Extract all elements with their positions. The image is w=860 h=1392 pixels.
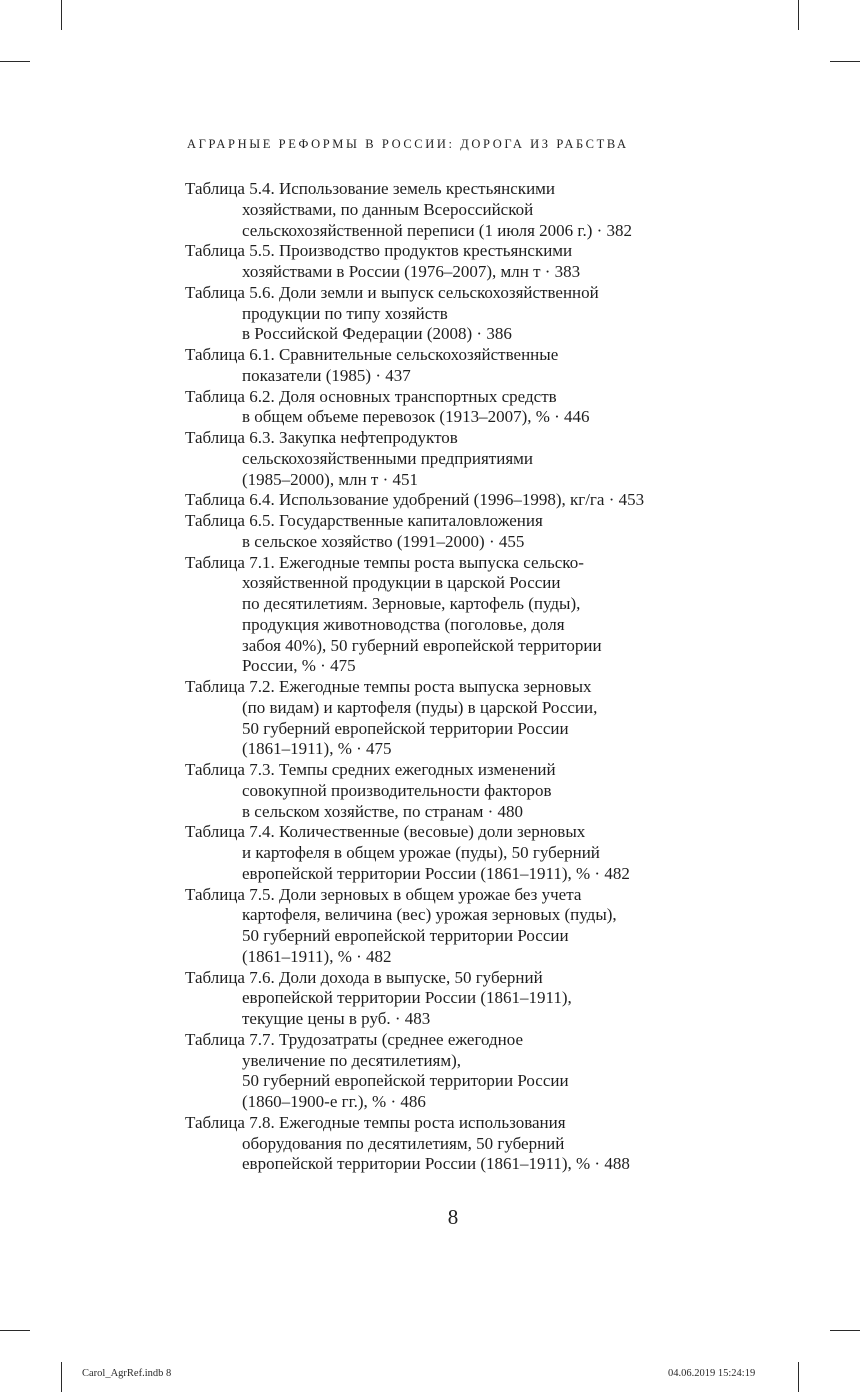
crop-mark-top-right <box>798 0 799 30</box>
crop-mark-left-top <box>0 61 30 62</box>
toc-entry-title-line: Таблица 6.3. Закупка нефтепродуктов <box>185 428 458 447</box>
toc-entry-continuation-line: в Российской Федерации (2008) · 386 <box>242 324 512 344</box>
slug-filename: Carol_AgrRef.indb 8 <box>82 1368 172 1379</box>
toc-entry-continuation-line: (1861–1911), % · 475 <box>242 739 392 759</box>
toc-entry-continuation-line: (1861–1911), % · 482 <box>242 946 392 966</box>
toc-entry-title-line: Таблица 6.5. Государственные капиталовложения <box>185 511 543 530</box>
toc-entry-title-line: Таблица 7.8. Ежегодные темпы роста использования <box>185 1112 566 1132</box>
toc-entry-continuation-line: текущие цены в руб. · 483 <box>242 1009 431 1028</box>
toc-entry-title-line: Таблица 7.3. Темпы средних ежегодных изменений <box>185 760 556 779</box>
toc-entry-continuation-line: и картофеля в общем урожае (пуды), 50 губерний <box>242 843 600 862</box>
toc-entry-continuation-line: (по видам) и картофеля (пуды) в царской России, <box>242 697 598 717</box>
toc-entry-continuation-line: забоя 40%), 50 губерний европейской территории <box>242 635 602 655</box>
crop-mark-top-left <box>61 0 62 30</box>
toc-entry-continuation-line: по десятилетиям. Зерновые, картофель (пуды), <box>242 594 581 613</box>
crop-mark-bottom-left <box>61 1362 62 1392</box>
toc-entry-title-line: Таблица 6.1. Сравнительные сельскохозяйственные <box>185 345 559 364</box>
crop-mark-left-bottom <box>0 1330 30 1331</box>
toc-entry-continuation-line: продукции по типу хозяйств <box>242 303 448 323</box>
toc-entry-continuation-line: 50 губерний европейской территории России <box>242 718 569 738</box>
toc-entry-continuation-line: хозяйственной продукции в царской России <box>242 573 561 593</box>
toc-entry-continuation-line: совокупной производительности факторов <box>242 780 552 800</box>
toc-entry-continuation-line: продукция животноводства (поголовье, доля <box>242 614 565 634</box>
toc-entry-continuation-line: 50 губерний европейской территории России <box>242 1071 569 1091</box>
toc-entry-continuation-line: (1985–2000), млн т · 451 <box>242 469 419 489</box>
toc-entry-title-line: Таблица 7.4. Количественные (весовые) доли зерновых <box>185 822 586 842</box>
toc-entry-title-line: Таблица 5.4. Использование земель крестьянскими <box>185 179 556 198</box>
page-number: 8 <box>447 1205 459 1229</box>
toc-entry-continuation-line: 50 губерний европейской территории России <box>242 926 569 945</box>
toc-entry-continuation-line: европейской территории России (1861–1911), % · 488 <box>242 1154 630 1174</box>
toc-entry-continuation-line: (1860–1900-е гг.), % · 486 <box>242 1092 426 1111</box>
toc-entry-continuation-line: сельскохозяйственными предприятиями <box>242 448 533 468</box>
toc-entry-continuation-line: европейской территории России (1861–1911), <box>242 988 572 1008</box>
toc-entry-continuation-line: показатели (1985) · 437 <box>242 365 411 385</box>
crop-mark-right-top <box>830 61 860 62</box>
toc-entry-title-line: Таблица 7.5. Доли зерновых в общем урожае без учета <box>185 884 582 904</box>
crop-mark-bottom-right <box>798 1362 799 1392</box>
toc-entry-title-line: Таблица 7.6. Доли дохода в выпуске, 50 губерний <box>185 967 543 987</box>
toc-entry-continuation-line: хозяйствами, по данным Всероссийской <box>242 199 534 219</box>
running-head: АГРАРНЫЕ РЕФОРМЫ В РОССИИ: ДОРОГА ИЗ РАБСТВА <box>187 137 629 151</box>
toc-entry-title-line: Таблица 6.4. Использование удобрений (1996–1998), кг/га · 453 <box>185 490 645 510</box>
toc-entry-title-line: Таблица 7.2. Ежегодные темпы роста выпуска зерновых <box>185 677 592 696</box>
toc-entry-continuation-line: в сельское хозяйство (1991–2000) · 455 <box>242 531 525 551</box>
toc-entry-title-line: Таблица 5.6. Доли земли и выпуск сельскохозяйственной <box>185 282 599 302</box>
toc-entry-continuation-line: в сельском хозяйстве, по странам · 480 <box>242 801 524 821</box>
toc-entry-continuation-line: европейской территории России (1861–1911), % · 482 <box>242 863 630 883</box>
toc-entry-continuation-line: картофеля, величина (вес) урожая зерновых (пуды), <box>242 905 617 925</box>
toc-entry-continuation-line: России, % · 475 <box>242 656 356 676</box>
crop-mark-right-bottom <box>830 1330 860 1331</box>
toc-entry-continuation-line: сельскохозяйственной переписи (1 июля 2006 г.) · 382 <box>242 220 633 240</box>
toc-entry-title-line: Таблица 5.5. Производство продуктов крестьянскими <box>185 241 573 261</box>
toc-entry-continuation-line: в общем объеме перевозок (1913–2007), % · 446 <box>242 407 590 427</box>
toc-entry-continuation-line: хозяйствами в России (1976–2007), млн т · 383 <box>242 262 581 281</box>
toc-entry-title-line: Таблица 7.1. Ежегодные темпы роста выпуска сельско- <box>185 552 584 572</box>
toc-entry-title-line: Таблица 7.7. Трудозатраты (среднее ежегодное <box>185 1029 523 1049</box>
slug-datetime: 04.06.2019 15:24:19 <box>668 1368 756 1379</box>
toc-entry-continuation-line: увеличение по десятилетиям), <box>242 1050 462 1070</box>
toc-entry-title-line: Таблица 6.2. Доля основных транспортных средств <box>185 386 557 406</box>
toc-entry-continuation-line: оборудования по десятилетиям, 50 губерний <box>242 1133 565 1153</box>
